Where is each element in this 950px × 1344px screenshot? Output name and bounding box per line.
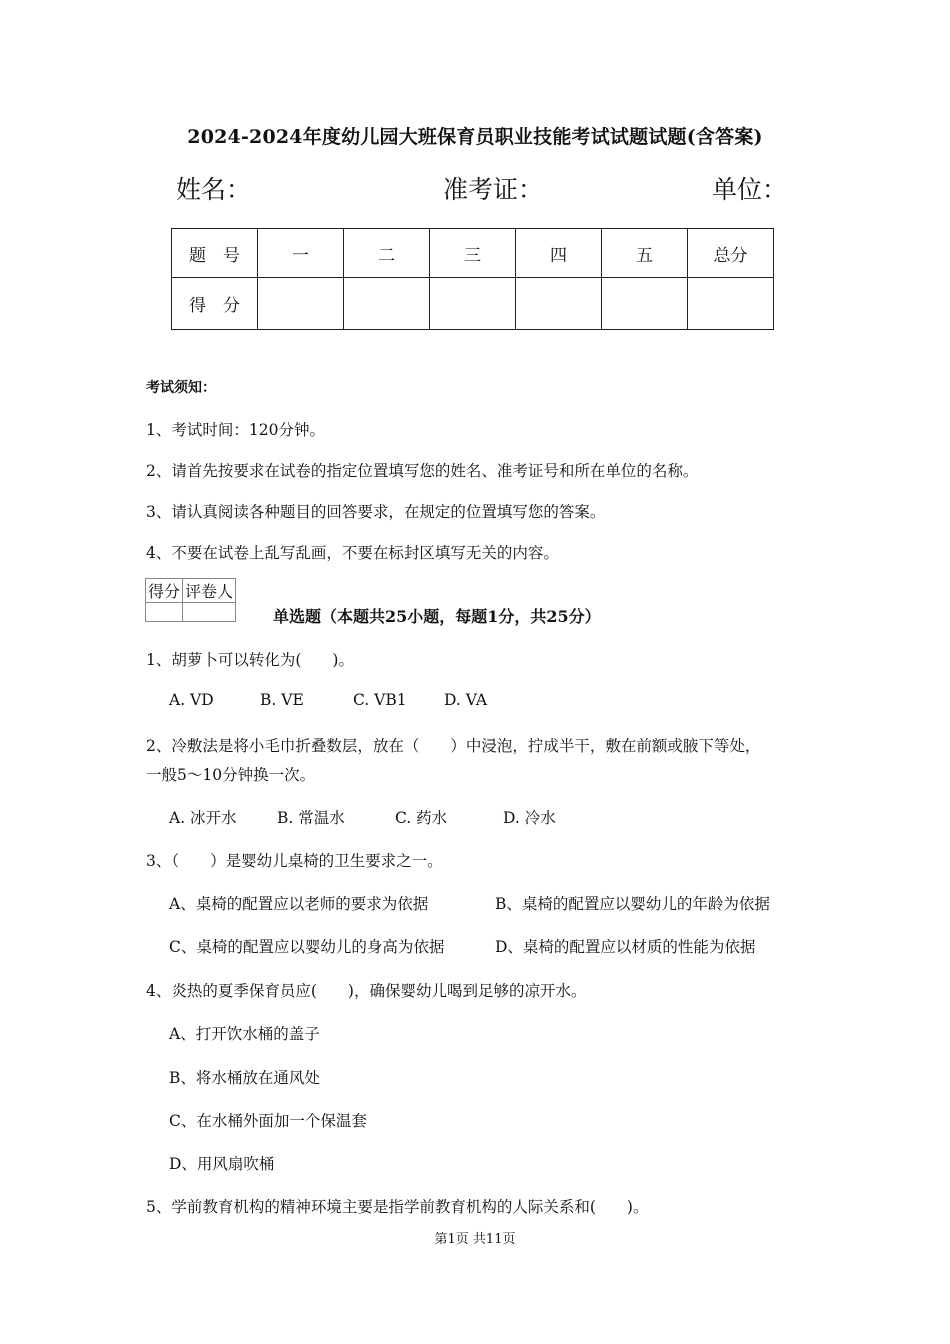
score-row-label: 得 分: [172, 278, 258, 330]
question-1-option-d[interactable]: D. VA: [444, 691, 488, 709]
document-title: 2024-2024年度幼儿园大班保育员职业技能考试试题试题(含答案): [187, 126, 763, 148]
question-4-option-d[interactable]: D、用风扇吹桶: [169, 1155, 275, 1173]
score-table-header-cell: 总分: [688, 229, 774, 278]
grader-table: [145, 578, 236, 622]
notice-item: 2、请首先按要求在试卷的指定位置填写您的姓名、准考证号和所在单位的名称。: [146, 462, 699, 480]
question-5-stem: 5、学前教育机构的精神环境主要是指学前教育机构的人际关系和( )。: [146, 1198, 649, 1216]
score-table-header-cell: 题 号: [172, 229, 258, 278]
grader-name-cell[interactable]: [183, 603, 236, 622]
question-3-option-c[interactable]: C、桌椅的配置应以婴幼儿的身高为依据: [169, 938, 445, 956]
score-table-header-row: [172, 229, 774, 278]
score-table-header-cell: 二: [344, 229, 430, 278]
score-cell[interactable]: [516, 278, 602, 330]
score-table: [171, 228, 774, 330]
question-3-option-b[interactable]: B、桌椅的配置应以婴幼儿的年龄为依据: [495, 895, 770, 913]
question-2-option-c[interactable]: C. 药水: [395, 809, 448, 827]
score-table-score-row: [172, 278, 774, 330]
score-table-header-cell: 一: [258, 229, 344, 278]
question-1-option-b[interactable]: B. VE: [260, 691, 304, 709]
score-cell[interactable]: [688, 278, 774, 330]
notice-item: 4、不要在试卷上乱写乱画，不要在标封区填写无关的内容。: [146, 544, 559, 562]
score-table-header-cell: 五: [602, 229, 688, 278]
question-3-stem: 3、（ ）是婴幼儿桌椅的卫生要求之一。: [146, 852, 443, 870]
page-footer: 第1页 共11页: [434, 1232, 516, 1247]
score-table-header-cell: 四: [516, 229, 602, 278]
grader-name-label: 评卷人: [183, 579, 236, 603]
question-2-option-a[interactable]: A. 冰开水: [169, 809, 237, 827]
question-4-stem: 4、炎热的夏季保育员应( )，确保婴幼儿喝到足够的凉开水。: [146, 982, 587, 1000]
notice-heading: 考试须知：: [146, 380, 216, 396]
question-3-option-a[interactable]: A、桌椅的配置应以老师的要求为依据: [169, 895, 429, 913]
question-2-option-d[interactable]: D. 冷水: [503, 809, 556, 827]
question-4-option-b[interactable]: B、将水桶放在通风处: [169, 1069, 320, 1087]
question-2-option-b[interactable]: B. 常温水: [277, 809, 345, 827]
unit-field-label: 单位：: [712, 175, 788, 204]
question-1-stem: 1、胡萝卜可以转化为( )。: [146, 651, 354, 669]
question-3-option-d[interactable]: D、桌椅的配置应以材质的性能为依据: [495, 938, 756, 956]
grader-score-label: 得分: [146, 579, 183, 603]
grader-score-cell[interactable]: [146, 603, 183, 622]
score-cell[interactable]: [258, 278, 344, 330]
score-table-header-cell: 三: [430, 229, 516, 278]
score-cell[interactable]: [344, 278, 430, 330]
question-2-stem-continued: 一般5～10分钟换一次。: [146, 766, 316, 784]
question-1-option-a[interactable]: A. VD: [169, 691, 214, 709]
section-title: 单选题（本题共25小题，每题1分，共25分）: [273, 607, 601, 626]
exam-id-field-label: 准考证：: [443, 175, 544, 204]
question-4-option-a[interactable]: A、打开饮水桶的盖子: [169, 1025, 320, 1043]
name-field-label: 姓名：: [176, 175, 252, 204]
question-1-option-c[interactable]: C. VB1: [353, 691, 407, 709]
notice-item: 3、请认真阅读各种题目的回答要求，在规定的位置填写您的答案。: [146, 503, 606, 521]
question-4-option-c[interactable]: C、在水桶外面加一个保温套: [169, 1112, 367, 1130]
question-2-stem: 2、冷敷法是将小毛巾折叠数层，放在（ ）中浸泡，拧成半干，敷在前额或腋下等处，: [146, 737, 761, 755]
notice-item: 1、考试时间：120分钟。: [146, 421, 325, 439]
score-cell[interactable]: [602, 278, 688, 330]
score-cell[interactable]: [430, 278, 516, 330]
